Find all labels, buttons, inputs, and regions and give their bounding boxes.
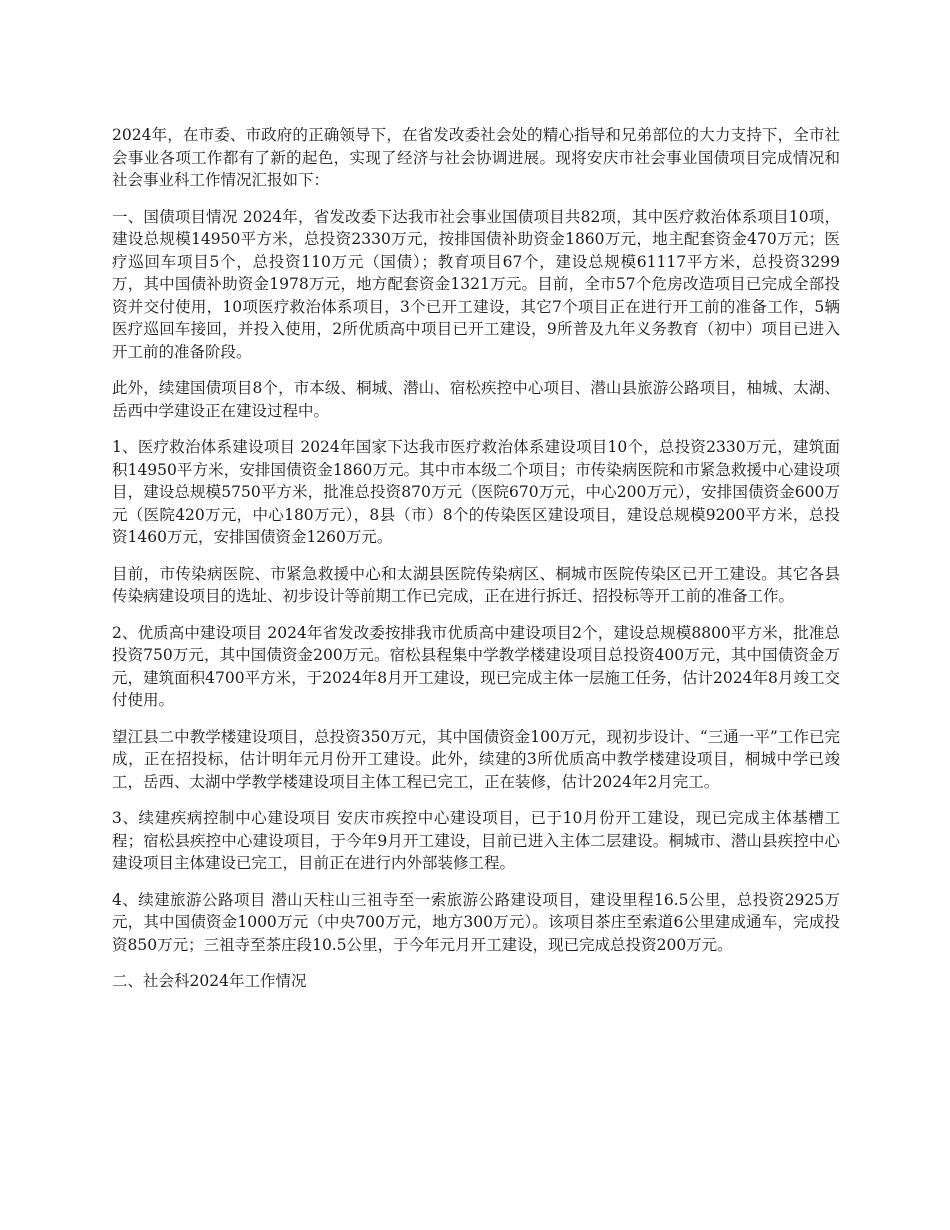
paragraph-tourism-road: 4、续建旅游公路项目 潜山天柱山三祖寺至一索旅游公路建设项目，建设里程16.5公里，总投资2925万元，其中国债资金1000万元（中央700万元，地方300万元）。该项目茶庄至索道6公里建成通车，完成投资850万元；三祖寺至茶庄段10.5公里，于今年元月开工建设，现已完成总投资200万元。: [112, 890, 840, 954]
paragraph-disease-control-centers: 3、续建疾病控制中心建设项目 安庆市疾控中心建设项目，已于10月份开工建设，现已完成主体基槽工程；宿松县疾控中心建设项目，于今年9月开工建设，目前已进入主体二层建设。桐城市、潜山县疾控中心建设项目主体建设已完工，目前正在进行内外部装修工程。: [112, 809, 840, 872]
paragraph-intro: 2024年，在市委、市政府的正确领导下，在省发改委社会处的精心指导和兄弟部位的大力支持下，全市社会事业各项工作都有了新的起色，实现了经济与社会协调进展。现将安庆市社会事业国债项目完成情况和社会事业科工作情况汇报如下：: [112, 126, 840, 189]
paragraph-national-debt-overview: 一、国债项目情况 2024年，省发改委下达我市社会事业国债项目共82项，其中医疗救治体系项目10项，建设总规模14950平方米，总投资2330万元，按排国债补助资金1860万元，地主配套资金470万元；医疗巡回车项目5个，总投资110万元（国债）；教育项目67个，建设总规模61117平方米，总投资3299万，其中国债补助资金1978万元，地方配套资金1321万元。目前，全市57个危房改造项目已完成全部投资并交付使用，10项医疗救治体系项目，3个已开工建设，其它7个项目正在进行开工前的准备工作，5辆医疗巡回车接回，并投入使用，2所优质高中项目已开工建设，9所普及九年义务教育（初中）项目已进入开工前的准备阶段。: [112, 207, 840, 361]
paragraph-wangjiang-school: 望江县二中教学楼建设项目，总投资350万元，其中国债资金100万元，现初步设计、“三通一平”工作已完成，正在招投标，估计明年元月份开工建设。此外，续建的3所优质高中教学楼建设项目，桐城中学已竣工，岳西、太湖中学教学楼建设项目主体工程已完工，正在装修，估计2024年2月完工。: [112, 727, 840, 791]
paragraph-continued-projects: 此外，续建国债项目8个，市本级、桐城、潜山、宿松疾控中心项目、潜山县旅游公路项目，柚城、太湖、岳西中学建设正在建设过程中。: [112, 379, 840, 420]
section-heading-social-department: 二、社会科2024年工作情况: [112, 972, 307, 990]
paragraph-medical-progress: 目前，市传染病医院、市紧急救援中心和太湖县医院传染病区、桐城市医院传染区已开工建设。其它各县传染病建设项目的选址、初步设计等前期工作已完成，正在进行拆迁、招投标等开工前的准备工作。: [112, 564, 840, 605]
paragraph-high-school-projects: 2、优质高中建设项目 2024年省发改委按排我市优质高中建设项目2个，建设总规模8800平方米，批准总投资750万元，其中国债资金200万元。宿松县程集中学教学楼建设项目总投资400万元，其中国债资金万元，建筑面积4700平方米，于2024年8月开工建设，现已完成主体一层施工任务，估计2024年8月竣工交付使用。: [112, 623, 840, 709]
paragraph-medical-treatment-system: 1、医疗救治体系建设项目 2024年国家下达我市医疗救治体系建设项目10个，总投资2330万元，建筑面积14950平方米，安排国债资金1860万元。其中市本级二个项目；市传染病医院和市紧急救援中心建设项目，建设总规模5750平方米，批准总投资870万元（医院670万元，中心200万元），安排国债资金600万元（医院420万元，中心180万元），8县（市）8个的传染医区建设项目，建设总规模9200平方米，总投资1460万元，安排国债资金1260万元。: [112, 438, 840, 546]
document-body: [112, 124, 840, 1007]
